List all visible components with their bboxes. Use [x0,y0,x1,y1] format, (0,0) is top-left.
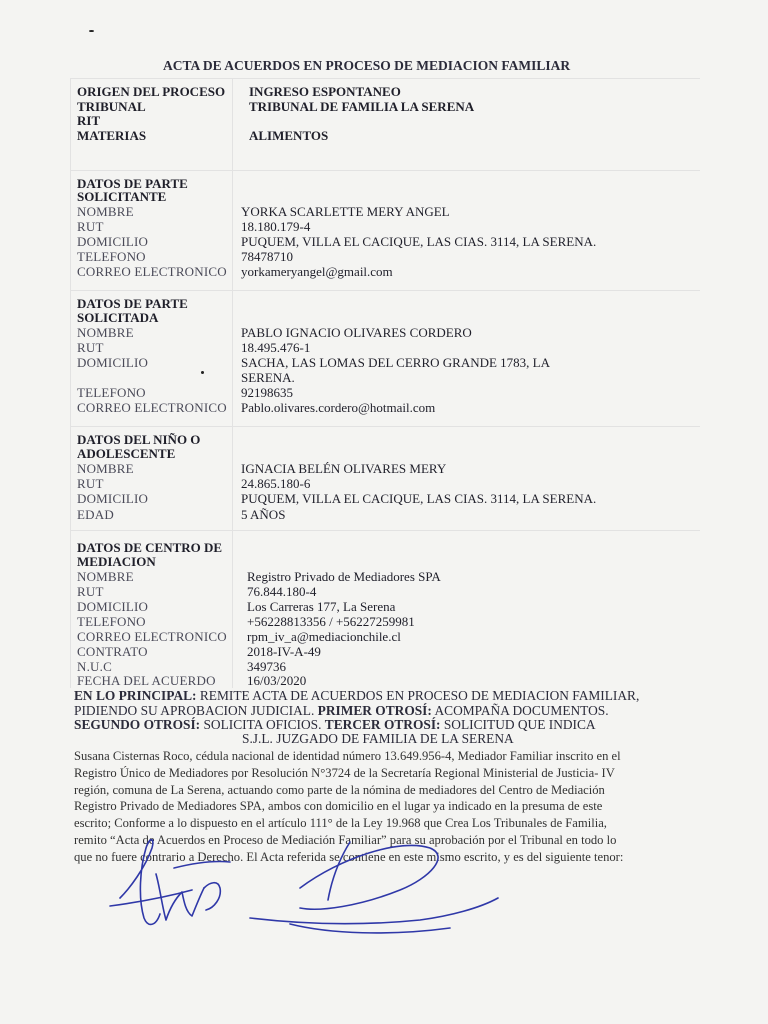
en-lo-principal: EN LO PRINCIPAL: [74,688,197,703]
field-value: SACHA, LAS LOMAS DEL CERRO GRANDE 1783, LA [241,355,551,370]
field-label: CORREO ELECTRONICO [77,629,227,644]
field-value-continued: SERENA. [241,370,295,385]
field-value: Los Carreras 177, La Serena [247,599,396,614]
field-label: RUT [77,340,104,355]
field-value: 2018-IV-A-49 [247,644,321,659]
body-line: región, comuna de La Serena, actuando como parte de la nómina de mediadores del Centro de Mediación [74,783,605,797]
field-label: CORREO ELECTRONICO [77,264,227,279]
section-heading: SOLICITANTE [77,189,167,204]
field-label: NOMBRE [77,569,134,584]
field-label: TELEFONO [77,614,146,629]
table-rule [70,290,700,291]
field-value: YORKA SCARLETTE MERY ANGEL [241,204,450,219]
field-value: rpm_iv_a@mediacionchile.cl [247,629,401,644]
body-line: Susana Cisternas Roco, cédula nacional de identidad número 13.649.956-4, Mediador Familiar inscrito en el [74,749,621,763]
field-value: Pablo.olivares.cordero@hotmail.com [241,400,436,415]
field-label: CONTRATO [77,644,148,659]
field-label: DOMICILIO [77,234,149,249]
field-label: N.U.C [77,659,112,674]
field-value: yorkameryangel@gmail.com [241,264,393,279]
body-line: que no fuere contrario a Derecho. El Acta referida se contiene en este mismo escrito, y es del siguiente tenor: [74,850,624,864]
field-value: IGNACIA BELÉN OLIVARES MERY [241,461,447,476]
field-label: NOMBRE [77,461,134,476]
field-value: 5 AÑOS [241,507,286,522]
field-label: NOMBRE [77,204,134,219]
origen-label: ORIGEN DEL PROCESO [77,84,226,99]
body-line: escrito; Conforme a lo dispuesto en el artículo 111° de la Ley 19.968 que Crea Los Tribunales de Familia, [74,816,607,830]
otrosi-text: SOLICITUD QUE INDICA [440,717,596,732]
scan-speck [89,30,94,32]
body-line: Registro Único de Mediadores por Resolución N°3724 de la Secretaría Regional Ministerial de Justicia- IV [74,766,615,780]
section-heading: DATOS DE PARTE [77,296,188,311]
otrosi-text: REMITE ACTA DE ACUERDOS EN PROCESO DE MEDIACION FAMILIAR, [196,688,640,703]
field-value: 24.865.180-6 [241,476,311,491]
table-rule [70,170,700,171]
court-addressee: S.J.L. JUZGADO DE FAMILIA DE LA SERENA [242,731,514,746]
scan-speck [201,371,204,374]
field-value: 349736 [247,659,286,674]
field-label: TELEFONO [77,249,146,264]
field-label: RUT [77,584,104,599]
otrosi-line [74,688,639,703]
field-value: 92198635 [241,385,293,400]
field-value: PUQUEM, VILLA EL CACIQUE, LAS CIAS. 3114, LA SERENA. [241,491,597,506]
otrosi-line [74,703,609,718]
table-rule [70,426,700,427]
section-heading: ADOLESCENTE [77,446,176,461]
table-rule [70,530,700,531]
field-value: PABLO IGNACIO OLIVARES CORDERO [241,325,472,340]
handwritten-signature [100,828,520,948]
field-label: DOMICILIO [77,599,149,614]
rit-label: RIT [77,113,101,128]
tercer-otrosi: TERCER OTROSÍ: [324,717,441,732]
section-heading: DATOS DEL NIÑO O [77,432,201,447]
section-heading: DATOS DE PARTE [77,176,188,191]
field-value: PUQUEM, VILLA EL CACIQUE, LAS CIAS. 3114, LA SERENA. [241,234,597,249]
field-value: 76.844.180-4 [247,584,317,599]
tribunal-value: TRIBUNAL DE FAMILIA LA SERENA [249,99,475,114]
field-value: +56228813356 / +56227259981 [247,614,415,629]
otrosi-line [74,717,596,732]
field-label: DOMICILIO [77,491,149,506]
field-label: FECHA DEL ACUERDO [77,673,216,688]
otrosi-text: ACOMPAÑA DOCUMENTOS. [431,703,609,718]
section-heading: DATOS DE CENTRO DE [77,540,223,555]
field-label: TELEFONO [77,385,146,400]
materias-label: MATERIAS [77,128,147,143]
field-label: RUT [77,476,104,491]
field-label: DOMICILIO [77,355,149,370]
segundo-otrosi: SEGUNDO OTROSÍ: [74,717,201,732]
table-border-top [70,78,700,79]
field-value: 16/03/2020 [247,673,307,688]
body-line: Registro Privado de Mediadores SPA, ambos con domicilio en el lugar ya indicado en la presuma de este [74,799,603,813]
otrosi-text: SOLICITA OFICIOS. [200,717,325,732]
origen-value: INGRESO ESPONTANEO [249,84,401,99]
materias-value: ALIMENTOS [249,128,329,143]
field-value: 78478710 [241,249,293,264]
document-title: ACTA DE ACUERDOS EN PROCESO DE MEDIACION FAMILIAR [163,58,571,73]
body-line: remito “Acta de Acuerdos en Proceso de Mediación Familiar” para su aprobación por el Tribunal en todo lo [74,833,617,847]
field-value: 18.180.179-4 [241,219,311,234]
primer-otrosi: PRIMER OTROSÍ: [317,703,432,718]
otrosi-text: PIDIENDO SU APROBACION JUDICIAL. [74,703,318,718]
field-label: RUT [77,219,104,234]
section-heading: MEDIACION [77,554,156,569]
field-label: CORREO ELECTRONICO [77,400,227,415]
tribunal-label: TRIBUNAL [77,99,146,114]
field-value: Registro Privado de Mediadores SPA [247,569,441,584]
field-label: NOMBRE [77,325,134,340]
field-value: 18.495.476-1 [241,340,311,355]
section-heading: SOLICITADA [77,310,159,325]
field-label: EDAD [77,507,114,522]
